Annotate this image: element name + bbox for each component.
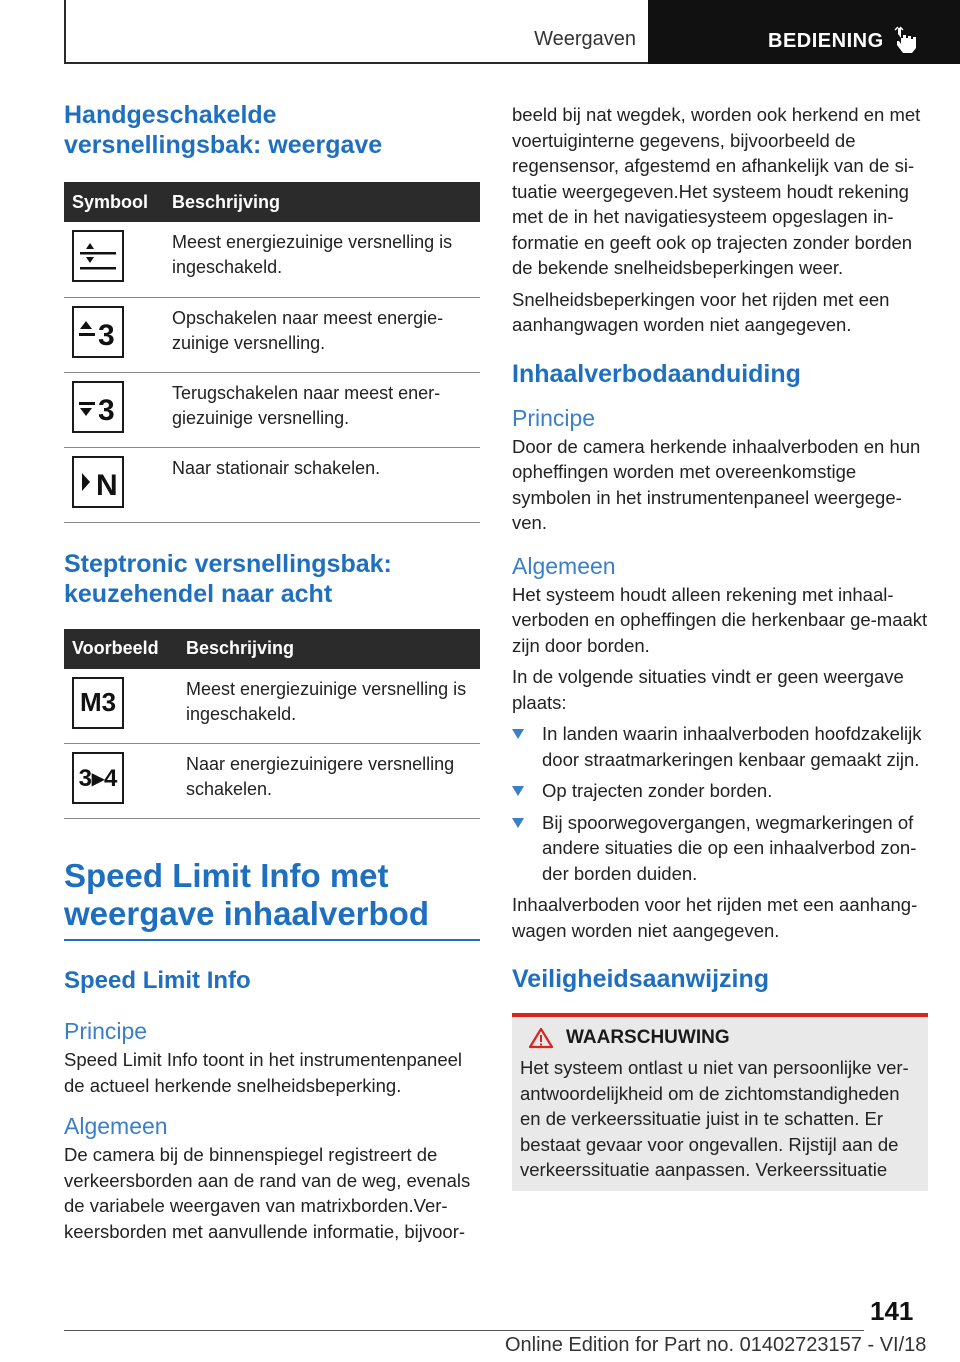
symbol-table (64, 182, 480, 523)
text-trailer: Snelheidsbeperkingen voor het rijden met een aanhangwagen worden niet aangegeven. (512, 288, 890, 335)
warning-box (512, 1013, 928, 1191)
m3-icon: M3 (72, 677, 124, 729)
table-header-desc: Beschrijving (178, 629, 480, 669)
warning-text: Het systeem ontlast u niet van persoonlijke ver-antwoordelijkheid om de zichtomstandigheden en de verkeerssituatie juist in te schatten. Er bestaat gevaar voor ongevallen. Rijstijl aan de verkeerssituatie aanpassen. Verkeerssituatie (520, 1057, 909, 1180)
footer-rule (64, 1330, 864, 1331)
list-item: In landen waarin inhaalverboden hoofdzakelijk door straatmarkeringen kenbaar gemaakt zijn. (512, 721, 928, 772)
svg-text:3: 3 (98, 393, 115, 424)
left-column (64, 100, 480, 1244)
warning-triangle-icon (528, 1027, 554, 1049)
header-chapter: BEDIENING (768, 30, 884, 52)
example-table (64, 629, 480, 820)
header-divider (64, 0, 66, 64)
table-header-example: Voorbeeld (64, 629, 178, 669)
heading-steptronic: Steptronic versnellingsbak: keuzehendel naar acht (64, 549, 392, 608)
text-algemeen: De camera bij de binnenspiegel registreert de verkeersborden aan de rand van de weg, evenals de variabele weergaven van matrixborden.Ver-keersborden met aanvullende informatie, bijvoor- (64, 1144, 471, 1242)
shift-down-3-icon (72, 381, 124, 433)
table-row (64, 447, 480, 522)
row-desc: Naar stationair schakelen. (164, 447, 480, 522)
list-item: Op trajecten zonder borden. (512, 778, 928, 804)
table-header-desc: Beschrijving (164, 182, 480, 222)
heading-algemeen: Algemeen (64, 1113, 168, 1139)
table-row (64, 669, 480, 744)
text-continued: beeld bij nat wegdek, worden ook herkend en met voertuiginterne gegevens, bijvoorbeeld de regensensor, afgestemd en afhankelijk van de si-tuatie weergegeven.Het systeem houdt rekening met de in het navigatiesysteem opgeslagen in-formatie en geeft ook op trajecten zonder borden de bekende snelheidsbeperkingen weer. (512, 104, 921, 278)
table-row (64, 222, 480, 297)
text-algemeen: Het systeem houdt alleen rekening met inhaal-verboden en opheffingen die herkenbaar ge-maakt zijn door borden. (512, 583, 928, 656)
row-desc: Meest energiezuinige versnelling is ingeschakeld. (178, 669, 480, 744)
heading-principe: Principe (64, 1018, 148, 1044)
svg-text:3: 3 (98, 318, 115, 349)
table-header-symbol: Symbool (64, 182, 164, 222)
heading-speed-info: Speed Limit Info (64, 967, 251, 994)
table-row (64, 297, 480, 372)
bullet-triangle-icon (512, 729, 524, 739)
svg-text:N: N (96, 468, 118, 499)
heading-algemeen: Algemeen (512, 552, 616, 579)
warning-title: WAARSCHUWING (566, 1027, 730, 1048)
text-situations: In de volgende situaties vindt er geen weergave plaats: (512, 666, 904, 713)
situation-list (512, 721, 928, 886)
row-desc: Naar energiezuinigere versnelling schakelen. (178, 744, 480, 819)
table-row (64, 372, 480, 447)
text-aanhang: Inhaalverboden voor het rijden met een aanhang-wagen worden niet aangegeven. (512, 894, 918, 941)
footer-edition: Online Edition for Part no. 01402723157 - VI/18 (505, 1334, 927, 1356)
heading-veiligheid: Veiligheidsaanwijzing (512, 965, 770, 993)
row-desc: Terugschakelen naar meest ener-giezuinige versnelling. (164, 372, 480, 447)
heading-inhaal: Inhaalverbodaanduiding (512, 359, 801, 388)
header-section: Weergaven (534, 28, 636, 50)
shift-up-3-icon (72, 306, 124, 358)
heading-speed-limit: Speed Limit Info met weergave inhaalverbod (64, 857, 429, 932)
bullet-triangle-icon (512, 818, 524, 828)
neutral-icon (72, 456, 124, 508)
table-row (64, 744, 480, 819)
right-column (512, 102, 928, 1191)
heading-principe: Principe (512, 404, 596, 431)
header-underline (64, 62, 648, 64)
hand-pointer-icon (894, 26, 920, 54)
text-principe: Door de camera herkende inhaalverboden en hun opheffingen worden met overeenkomstige symbolen in het instrumentenpaneel weergege-ven. (512, 435, 921, 533)
row-desc: Meest energiezuinige versnelling is ingeschakeld. (164, 222, 480, 297)
3-to-4-icon: 3▸4 (72, 752, 124, 804)
list-item: Bij spoorwegovergangen, wegmarkeringen of andere situaties die op een inhaalverbod zon-der borden duiden. (512, 810, 928, 887)
eco-gear-icon (72, 230, 124, 282)
page-number: 141 (870, 1296, 914, 1326)
bullet-triangle-icon (512, 786, 524, 796)
row-desc: Opschakelen naar meest energie-zuinige versnelling. (164, 297, 480, 372)
heading-manual: Handgeschakelde versnellingsbak: weergave (64, 101, 383, 159)
text-principe: Speed Limit Info toont in het instrumentenpaneel de actueel herkende snelheidsbeperking. (64, 1049, 463, 1096)
heading-rule (64, 939, 480, 941)
